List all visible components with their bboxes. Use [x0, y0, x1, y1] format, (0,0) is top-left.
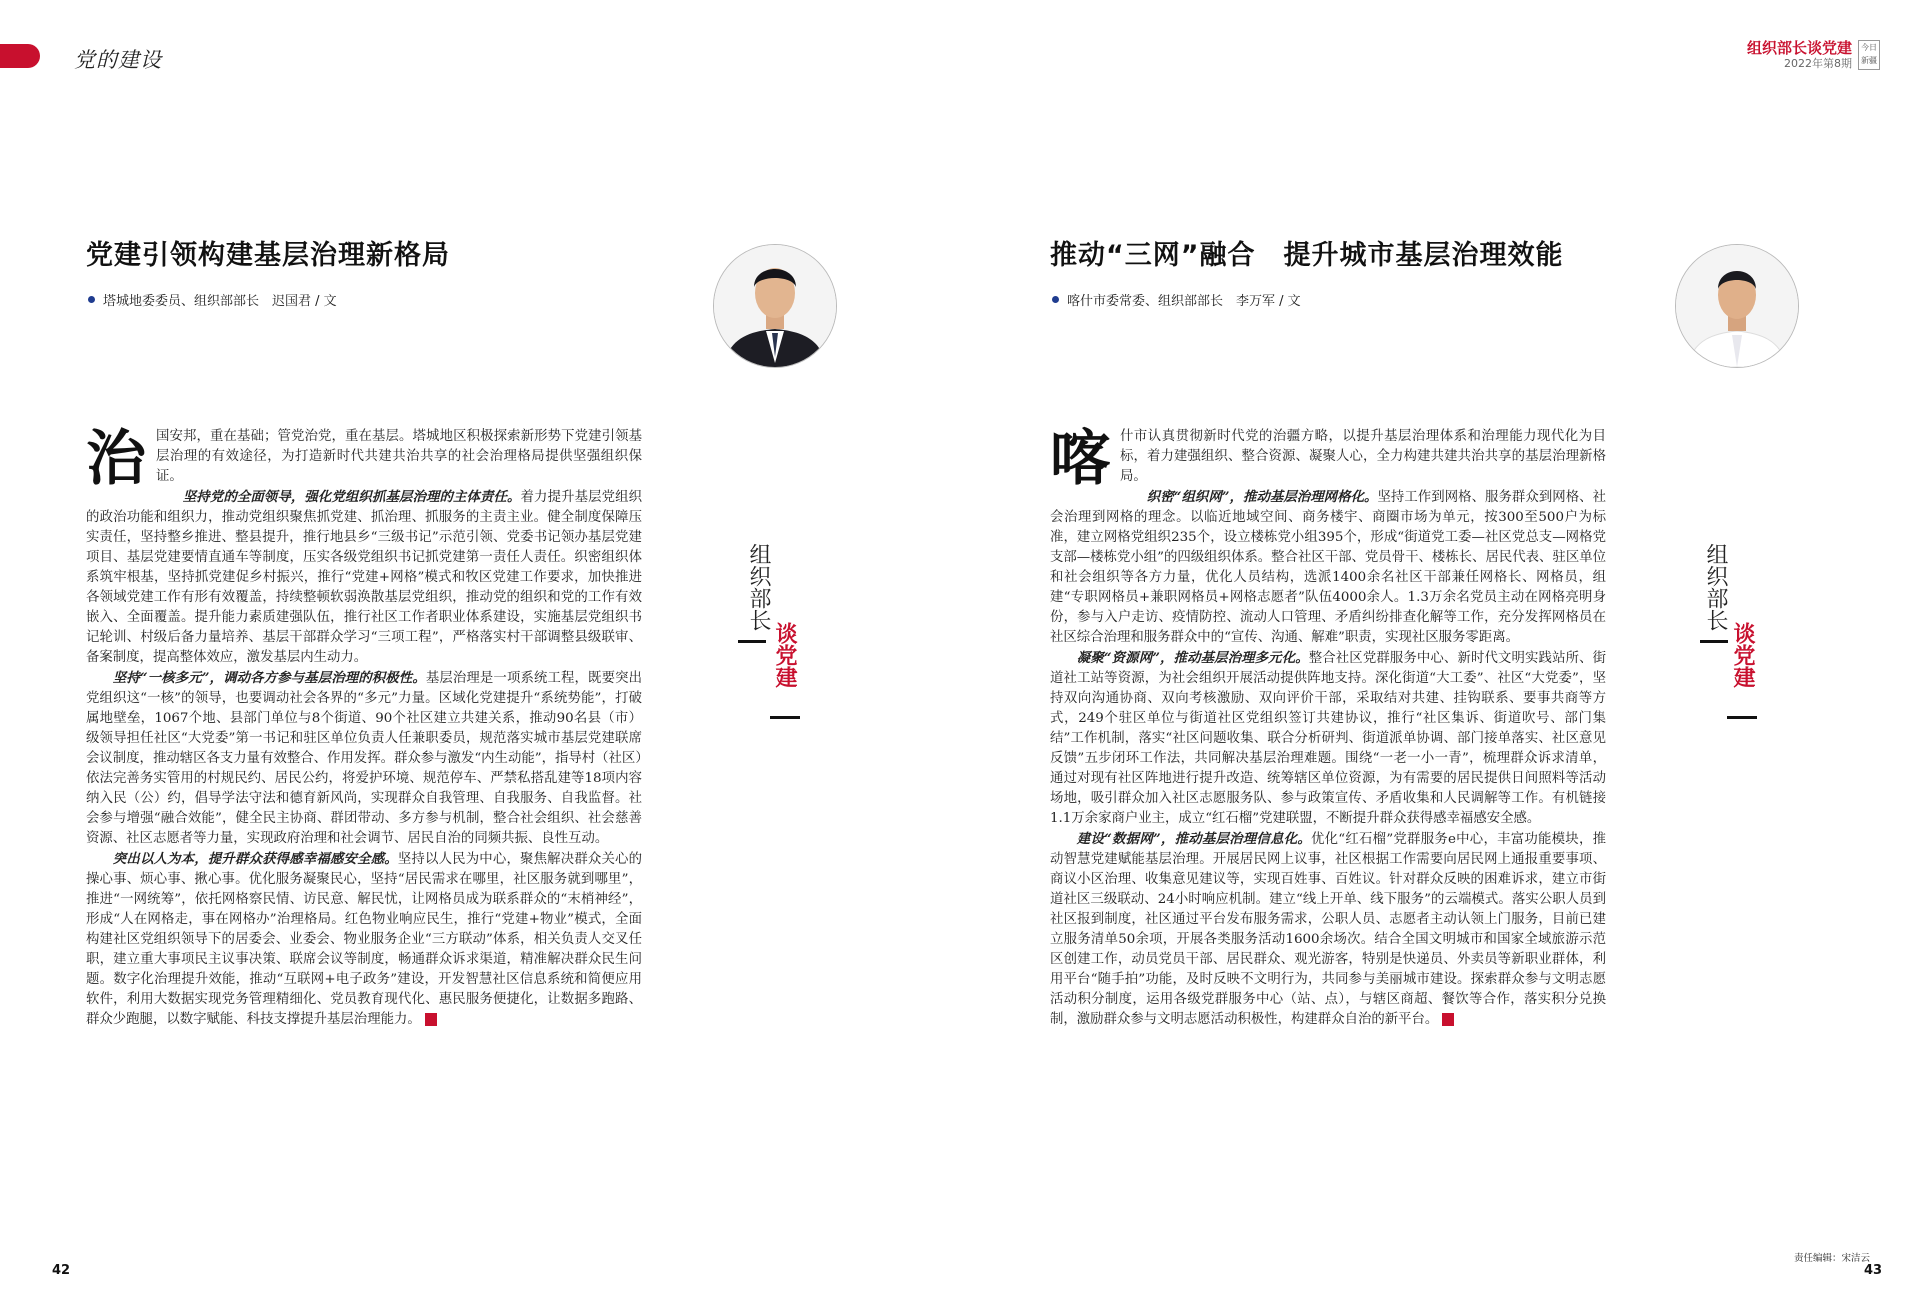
- section-title: 党的建设: [74, 48, 162, 72]
- column-label-text: 组织部长: [746, 543, 771, 631]
- brand-logo-box: 今日新疆: [1858, 40, 1880, 70]
- right-page-number: 43: [1864, 1263, 1883, 1278]
- right-column-label: [1704, 532, 1728, 642]
- left-article-title: 党建引领构建基层治理新格局: [86, 240, 450, 271]
- magazine-brand: [1747, 40, 1880, 70]
- issue-number: 2022年第8期: [1784, 57, 1852, 70]
- editor-credit: 责任编辑：宋洁云: [1794, 1253, 1871, 1264]
- right-intro: 什市认真贯彻新时代党的治疆方略，以提升基层治理体系和治理能力现代化为目标，着力建强组织、整合资源、凝聚人心，全力构建共建共治共享的基层治理新格局。: [1120, 429, 1606, 484]
- left-paragraph: 坚持“一核多元”，调动各方参与基层治理的积极性。基层治理是一项系统工程，既要突出党组织这“一核”的领导，也要调动社会各界的“多元”力量。区域化党建提升“系统势能”，打破属地壁垒，1067个地、县部门单位与8个街道、90个社区建立共建关系，推动90名县（市）级领导担任社区“大党委”第一书记和驻区单位负责人任兼职委员，规范落实城市基层党建联席会议制度，推动辖区各支力量有效整合、作用发挥。群众参与激发“内生动能”，指导村（社区）依法完善务实管用的村规民约、居民公约，将爱护环境、规范停车、严禁私搭乱建等18项内容纳入民（公）约，倡导学法守法和德育新风尚，实现群众自我管理、自我服务、自我监督。社会参与增强“融合效能”，健全民主协商、群团带动、多方参与机制，整合社会组织、社会慈善资源、社区志愿者等力量，实现政府治理和社会调节、居民自治的同频共振、良性互动。: [86, 670, 643, 846]
- right-paragraph: 建设“数据网”，推动基层治理信息化。优化“红石榴”党群服务e中心，丰富功能模块，推动智慧党建赋能基层治理。开展居民网上议事，社区根据工作需要向居民网上通报重要事项、商议小区治理、收集意见建议等，实现百姓事、百姓议。针对群众反映的困难诉求，建立市街道社区三级联动、24小时响应机制。建立“线上开单、线下服务”的云端模式。落实公职人员到社区报到制度，社区通过平台发布服务需求，公职人员、志愿者主动认领上门服务，目前已建立服务清单50余项，开展各类服务活动1600余场次。结合全国文明城市和国家全域旅游示范区创建工作，动员党员干部、居民群众、观光游客，特别是快递员、外卖员等新职业群体，利用平台“随手拍”功能，及时反映不文明行为，共同参与美丽城市建设。探索群众参与文明志愿活动积分制度，运用各级党群服务中心（站、点），与辖区商超、餐饮等合作，落实积分兑换制，激励群众参与文明志愿活动积极性，构建群众自治的新平台。 J: [1050, 831, 1606, 1027]
- end-of-article-icon: J: [1442, 1013, 1454, 1026]
- left-article-author: [88, 290, 337, 309]
- portrait-photo-icon: [714, 245, 836, 367]
- right-author-portrait: [1675, 244, 1799, 368]
- section-tab-marker: [0, 44, 40, 68]
- end-of-article-icon: J: [425, 1013, 437, 1026]
- left-column-label: [747, 532, 771, 642]
- column-label-red-text: 谈党建: [772, 622, 798, 688]
- right-column-label-red: [1731, 610, 1755, 700]
- left-article-body: [86, 424, 643, 1030]
- left-author-portrait: [713, 244, 837, 368]
- column-label-rule: [1700, 640, 1728, 643]
- left-author-text: 塔城地委委员、组织部部长 迟国君 / 文: [103, 294, 337, 309]
- left-intro: 国安邦，重在基础；管党治党，重在基层。塔城地区积极探索新形势下党建引领基层治理的有效途径，为打造新时代共建共治共享的社会治理格局提供坚强组织保证。: [156, 429, 642, 484]
- right-article-author: [1052, 290, 1301, 309]
- column-label-rule-bottom: [770, 716, 800, 719]
- left-column-label-red: [773, 610, 797, 700]
- column-label-red-text: 谈党建: [1730, 622, 1756, 688]
- right-article-title: 推动“三网”融合 提升城市基层治理效能: [1050, 240, 1564, 271]
- column-label-rule-bottom: [1727, 716, 1757, 719]
- right-dropcap: 喀: [1050, 424, 1110, 494]
- portrait-photo-icon: [1676, 245, 1798, 367]
- column-label-rule: [738, 640, 766, 643]
- left-dropcap: 治: [86, 424, 146, 494]
- right-author-text: 喀什市委常委、组织部部长 李万军 / 文: [1067, 294, 1301, 309]
- right-paragraph: 织密“组织网”，推动基层治理网格化。坚持工作到网格、服务群众到网格、社会治理到网格的理念。以临近地域空间、商务楼宇、商圈市场为单元，按300至500户为标准，建立网格党组织235个，设立楼栋党小组395个，形成“街道党工委—社区党总支—网格党支部—楼栋党小组”的四级组织体系。整合社区干部、党员骨干、楼栋长、居民代表、驻区单位和社会组织等各方力量，优化人员结构，选派1400余名社区干部兼任网格长、网格员，组建“专职网格员+兼职网格员+网格志愿者”队伍4000余人。1.3万余名党员主动在网格亮明身份，参与入户走访、疫情防控、流动人口管理、矛盾纠纷排查化解等工作，充分发挥网格员在社区综合治理和服务群众中的“宣传、沟通、解难”职责，实现社区服务零距离。: [1050, 489, 1607, 645]
- author-bullet-icon: [1052, 296, 1059, 303]
- left-paragraph: 坚持党的全面领导，强化党组织抓基层治理的主体责任。着力提升基层党组织的政治功能和组织力，推动党组织聚焦抓党建、抓治理、抓服务的主责主业。健全制度保障压实责任，坚持整乡推进、整县提升，推行地县乡“三级书记”示范引领、党委书记领办基层党建项目、基层党建要情直通车等制度，压实各级党组织书记抓党建第一责任人责任。织密组织体系筑牢根基，坚持抓党建促乡村振兴，推行“党建+网格”模式和牧区党建工作要求，加快推进各领域党建工作有形有效覆盖，持续整顿软弱涣散基层党组织，推动党的组织和党的工作有效嵌入、全面覆盖。提升能力素质建强队伍，推行社区工作者职业体系建设，实施基层党组织书记轮训、村级后备力量培养、基层干部群众学习“三项工程”，严格落实村干部调整县级联审、备案制度，提高整体效应，激发基层内生动力。: [86, 489, 643, 665]
- left-page-number: 42: [52, 1263, 71, 1278]
- author-bullet-icon: [88, 296, 95, 303]
- column-label-text: 组织部长: [1703, 543, 1728, 631]
- brand-name: 组织部长谈党建: [1746, 39, 1852, 57]
- right-paragraph: 凝聚“资源网”，推动基层治理多元化。整合社区党群服务中心、新时代文明实践站所、街道社工站等资源，为社会组织开展活动提供阵地支持。深化街道“大工委”、社区“大党委”，坚持双向沟通协商、双向考核激励、双向评价干部，采取结对共建、挂钩联系、要事共商等方式，249个驻区单位与街道社区党组织签订共建协议，推行“社区集诉、街道吹号、部门集结”工作机制，落实“社区问题收集、联合分析研判、街道派单协调、部门接单落实、社区意见反馈”五步闭环工作法，共同解决基层治理难题。围绕“一老一小一青”，梳理群众诉求清单，通过对现有社区阵地进行提升改造、统筹辖区单位资源，为有需要的居民提供日间照料等活动场地，吸引群众加入社区志愿服务队、参与政策宣传、矛盾收集和人民调解等工作。有机链接1.1万余家商户业主，成立“红石榴”党建联盟，不断提升群众获得感幸福感安全感。: [1050, 650, 1607, 826]
- left-paragraph: 突出以人为本，提升群众获得感幸福感安全感。坚持以人民为中心，聚焦解决群众关心的操心事、烦心事、揪心事。优化服务凝聚民心，坚持“居民需求在哪里，社区服务就到哪里”，推进“一网统筹”，依托网格察民情、访民意、解民忧，让网格员成为联系群众的“末梢神经”，形成“人在网格走，事在网格办”治理格局。红色物业响应民生，推行“党建+物业”模式，全面构建社区党组织领导下的居委会、业委会、物业服务企业“三方联动”体系，相关负责人交叉任职，建立重大事项民主议事决策、联席会议等制度，畅通群众诉求渠道，精准解决群众民生问题。数字化治理提升效能，推动“互联网+电子政务”建设，开发智慧社区信息系统和简便应用软件，利用大数据实现党务管理精细化、党员教育现代化、惠民服务便捷化，让数据多跑路、群众少跑腿，以数字赋能、科技支撑提升基层治理能力。 J: [86, 851, 643, 1027]
- right-article-body: [1050, 424, 1607, 1030]
